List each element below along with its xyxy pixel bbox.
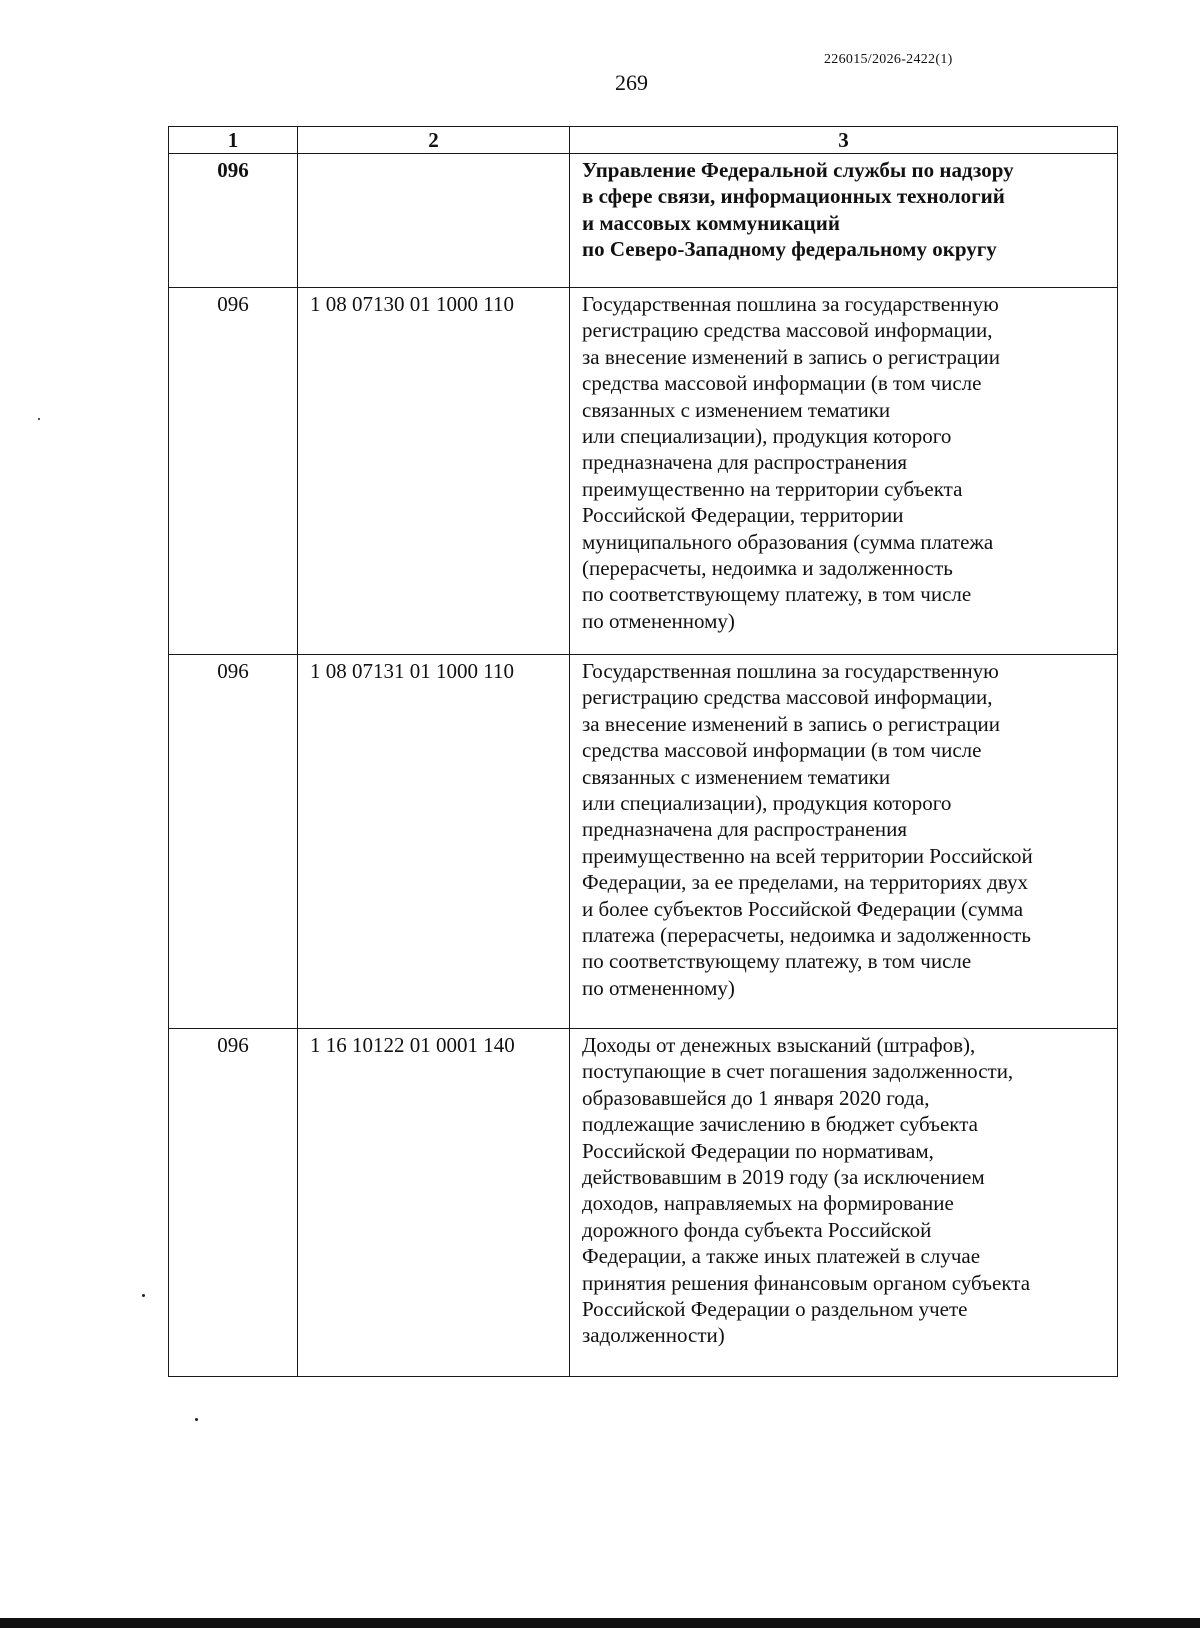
description-line: платежа (перерасчеты, недоимка и задолженность [582, 923, 1031, 948]
description-line: по отмененному) [582, 608, 735, 633]
administrator-name-cell [570, 154, 1118, 288]
administrator-name-line: и массовых коммуникаций [582, 210, 840, 235]
administrator-name-line: по Северо-Западному федеральному округу [582, 237, 997, 262]
description-line: и более субъектов Российской Федерации (сумма [582, 896, 1024, 921]
scan-edge-bar [0, 1618, 1200, 1628]
description-line: регистрацию средства массовой информации, [582, 685, 993, 710]
scan-speck [38, 418, 40, 420]
description-line: Российской Федерации о раздельном учете [582, 1297, 968, 1322]
column-header-2: 2 [298, 127, 570, 154]
description-line: поступающие в счет погашения задолженности, [582, 1059, 1014, 1084]
description-line: или специализации), продукция которого [582, 424, 952, 449]
description-line: по отмененному) [582, 975, 735, 1000]
description-line: дорожного фонда субъекта Российской [582, 1217, 932, 1242]
table-header-row [169, 127, 1118, 154]
admin-code-cell: 096 [169, 1029, 298, 1377]
scan-speck [195, 1418, 198, 1421]
description-line: (перерасчеты, недоимка и задолженность [582, 556, 953, 581]
description-line: принятия решения финансовым органом субъекта [582, 1270, 1031, 1295]
description-line: по соответствующему платежу, в том числе [582, 582, 972, 607]
description-line: средства массовой информации (в том числе [582, 371, 982, 396]
description-line: Федерации, за ее пределами, на территориях двух [582, 870, 1029, 895]
description-line: связанных с изменением тематики [582, 764, 891, 789]
description-line: предназначена для распространения [582, 450, 907, 475]
description-line: предназначена для распространения [582, 817, 907, 842]
description-line: муниципального образования (сумма платежа [582, 529, 994, 554]
column-header-1: 1 [169, 127, 298, 154]
kbk-cell: 1 08 07131 01 1000 110 [298, 655, 570, 1029]
kbk-cell: 1 16 10122 01 0001 140 [298, 1029, 570, 1377]
description-line: Российской Федерации по нормативам, [582, 1138, 934, 1163]
description-line: задолженности) [582, 1323, 725, 1348]
description-line: образовавшейся до 1 января 2020 года, [582, 1085, 930, 1110]
administrator-name-line: Управление Федеральной службы по надзору [582, 158, 1014, 182]
description-line: действовавшим в 2019 году (за исключением [582, 1165, 985, 1190]
admin-code-cell: 096 [169, 154, 298, 288]
description-line: Государственная пошлина за государственную [582, 292, 999, 316]
description-line: регистрацию средства массовой информации, [582, 318, 993, 343]
table-row [169, 655, 1118, 1029]
table-row [169, 1029, 1118, 1377]
description-line: доходов, направляемых на формирование [582, 1191, 954, 1216]
revenue-codes-table [168, 126, 1118, 1377]
document-id: 226015/2026-2422(1) [824, 52, 953, 67]
description-line: Российской Федерации, территории [582, 503, 904, 528]
scan-speck [142, 1294, 145, 1297]
description-line: преимущественно на территории субъекта [582, 476, 963, 501]
description-cell [570, 655, 1118, 1029]
description-line: за внесение изменений в запись о регистрации [582, 344, 1001, 369]
description-line: средства массовой информации (в том числе [582, 738, 982, 763]
admin-code-cell: 096 [169, 288, 298, 655]
administrator-name-line: в сфере связи, информационных технологий [582, 184, 1005, 209]
table-row [169, 288, 1118, 655]
description-cell [570, 288, 1118, 655]
page-number: 269 [615, 70, 648, 95]
description-line: подлежащие зачислению в бюджет субъекта [582, 1112, 978, 1137]
description-cell [570, 1029, 1118, 1377]
description-line: Доходы от денежных взысканий (штрафов), [582, 1033, 976, 1057]
kbk-cell: 1 08 07130 01 1000 110 [298, 288, 570, 655]
kbk-cell [298, 154, 570, 288]
description-line: за внесение изменений в запись о регистрации [582, 711, 1001, 736]
description-line: связанных с изменением тематики [582, 397, 891, 422]
description-line: преимущественно на всей территории Российской [582, 843, 1033, 868]
description-line: по соответствующему платежу, в том числе [582, 949, 972, 974]
description-line: Федерации, а также иных платежей в случае [582, 1244, 981, 1269]
description-line: или специализации), продукция которого [582, 791, 952, 816]
table-row-administrator [169, 154, 1118, 288]
column-header-3: 3 [570, 127, 1118, 154]
description-line: Государственная пошлина за государственную [582, 659, 999, 683]
admin-code-cell: 096 [169, 655, 298, 1029]
